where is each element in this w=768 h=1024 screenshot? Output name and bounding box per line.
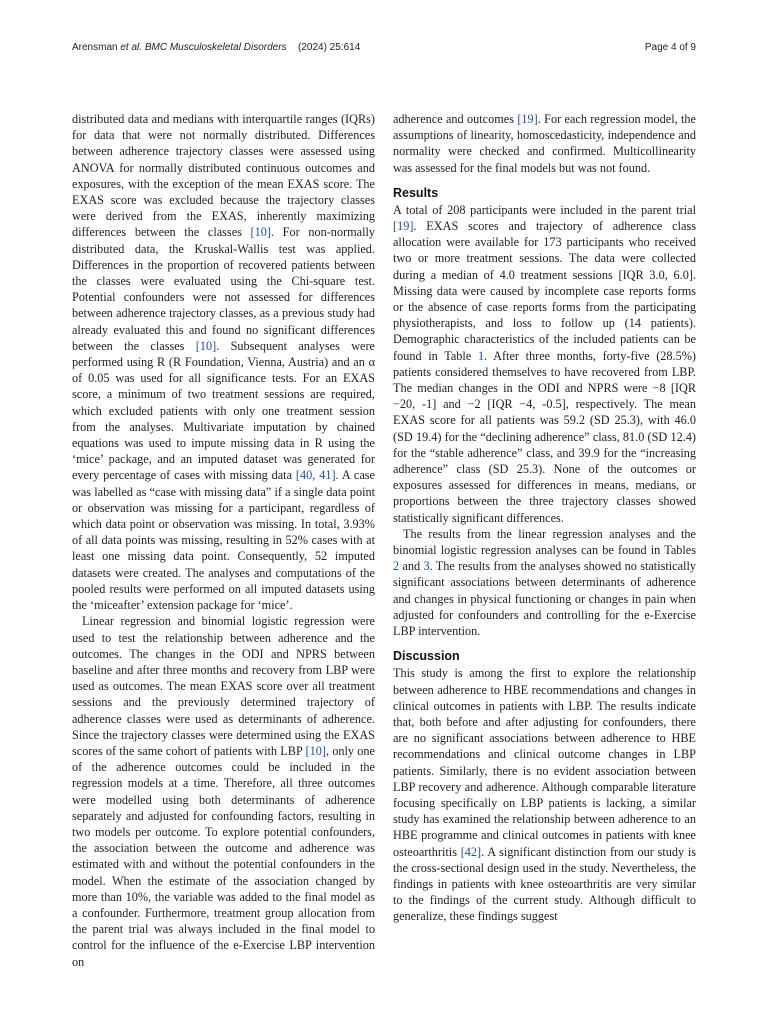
text-run: . After three months, forty-five (28.5%) patients considered themselves to have recovered from LBP. The median changes in the ODI and NPRS were −8 [IQR −20, -1] and −2 [IQR −4, -0.5], respectively. The mean EXAS score for all patients was 59.2 (SD 25.3), with 46.0 (SD 19.4) for the “declining adherence” class, 81.0 (SD 12.4) for the “stable adherence” class, and 39.9 for the “increasing adherence” class (SD 25.3). None of the outcomes or exposures assessed for differences in means, medians, or proportions between the three trajectory classes showed statistically significant differences. — [393, 348, 697, 525]
regression-results-paragraph — [393, 526, 696, 639]
right-column — [393, 111, 696, 925]
table-link[interactable]: 2 — [393, 559, 400, 574]
discussion-heading: Discussion — [393, 649, 460, 664]
text-run: and — [399, 559, 424, 574]
discussion-paragraph — [393, 665, 696, 924]
table-link[interactable]: 1 — [477, 348, 485, 363]
text-run: distributed data and medians with interquartile ranges (IQRs) for data that were not normally distributed. Differences between adherence trajectory classes were assessed using ANOVA for normally distributed continuous outcomes and exposures, with the exception of the mean EXAS score. The EXAS score was excluded because the trajectory classes were derived from the EXAS, inherently maximizing differences between the classes — [72, 112, 375, 240]
text-run: . A significant distinction from our study is the cross-sectional design used in the study. Nevertheless, the findings in patients with knee osteoarthritis are very similar to the findings of the current study. Although difficult to generalize, these findings suggest — [393, 844, 696, 924]
text-run: This study is among the first to explore the relationship between adherence to HBE recommendations and changes in clinical outcomes in patients with LBP. The results indicate that, both before and after adjusting for confounders, there are no significant associations between adherence to HBE recommendations and clinical outcome changes in LBP patients. Similarly, there is no evident association between LBP recovery and adherence. Although comparable literature focusing specifically on LBP patients is lacking, a similar study has examined the relationship between adherence to an HBE programme and clinical outcomes in patients with knee osteoarthritis — [393, 666, 696, 859]
citation-link[interactable]: [19] — [393, 219, 414, 234]
regression-assumptions-paragraph — [393, 111, 696, 176]
text-run: . Subsequent analyses were performed using R (R Foundation, Vienna, Austria) and an α of 0.05 was used for all significance tests. For an EXAS score, a minimum of two treatment sessions are required, which excluded patients with only one treatment session from the analyses. Multivariate imputation by chained equations was used to impute missing data in R using the ‘mice’ package, and an imputed dataset was generated for every percentage of cases with missing data — [72, 338, 375, 483]
text-run: A total of 208 participants were included in the parent trial — [393, 202, 696, 217]
text-run: . A case was labelled as “case with missing data” if a single data point or observation was missing for a participant, regardless of which data point or observation was missing. In total, 3.93% of all data points was missing, resulting in 52% cases with at least one missing data point. Consequently, 52 imputed datasets were created. The analyses and computations of the pooled results were performed on all imputed datasets using the ‘miceafter’ extension package for ‘mice’. — [72, 468, 375, 613]
citation-link[interactable]: [42] — [460, 844, 482, 859]
header-authors: Arensman — [72, 42, 121, 53]
citation-link[interactable]: [10] — [250, 225, 271, 240]
header-year: (2024) 25:614 — [298, 42, 361, 53]
results-heading: Results — [393, 185, 439, 200]
results-paragraph — [393, 202, 696, 526]
text-run: Linear regression and binomial logistic regression were used to test the relationship between adherence and the outcomes. The changes in the ODI and NPRS between baseline and after three months and recovery from LBP were used as outcomes. The mean EXAS score over all treatment sessions and the previously determined trajectory of adherence classes were used as determinants of adherence. Since the trajectory classes were determined using the EXAS scores of the same cohort of patients with LBP — [72, 614, 375, 758]
citation-link[interactable]: [40, 41] — [295, 468, 336, 483]
header-citation — [72, 42, 287, 53]
header-et-al: et al. — [120, 42, 143, 53]
left-column — [72, 111, 375, 970]
text-run: adherence and outcomes — [393, 112, 518, 126]
page-number: Page 4 of 9 — [644, 42, 696, 53]
header-journal: BMC Musculoskeletal Disorders — [142, 42, 287, 53]
running-header — [72, 42, 696, 58]
citation-link[interactable]: [10] — [195, 338, 217, 353]
regression-methods-paragraph — [72, 613, 375, 969]
text-run: . The results from the analyses showed no statistically significant associations between determinants of adherence and changes in physical functioning or changes in pain when adjusted for confounders and controlling for the e-Exercise LBP intervention. — [393, 559, 696, 639]
methods-statistics-paragraph — [72, 111, 375, 613]
citation-link[interactable]: [10] — [305, 743, 326, 758]
text-run: The results from the linear regression analyses and the binomial logistic regression analyses can be found in Tables — [393, 526, 696, 558]
text-run: . EXAS scores and trajectory of adherence class allocation were available for 173 participants who received two or more treatment sessions. The data were collected during a median of 4.0 treatment sessions [IQR 3.0, 6.0]. Missing data were caused by incomplete case reports forms or the absence of case reports forms from the participating physiotherapists, and loss to follow up (14 patients). Demographic characteristics of the included patients can be found in Table — [393, 219, 696, 363]
text-run: . For non-normally distributed data, the Kruskal-Wallis test was applied. Differences in the proportion of recovered patients between the classes were evaluated using the Chi-square test. Potential confounders were not assessed for differences between adherence trajectory classes, as a previous study had already evaluated this and found no significant differences between the classes — [72, 225, 376, 353]
text-run: . For each regression model, the assumptions of linearity, homoscedasticity, independence and normality were checked and confirmed. Multicollinearity was assessed for the final models but was not found. — [393, 112, 696, 175]
citation-link[interactable]: [19] — [517, 112, 538, 126]
table-link[interactable]: 3 — [423, 559, 430, 574]
text-run: , only one of the adherence outcomes could be included in the regression models at a time. Therefore, all three outcomes were modelled using both determinants of adherence separately and adjusted for confounding factors, resulting in two models per outcome. To explore potential confounders, the association between the outcome and adherence was estimated with and without the potential confounders in the model. When the estimate of the association changed by more than 10%, the variable was added to the final model as a confounder. Furthermore, treatment group allocation from the parent trial was always included in the final model to control for the influence of the e-Exercise LBP intervention on — [72, 743, 375, 969]
